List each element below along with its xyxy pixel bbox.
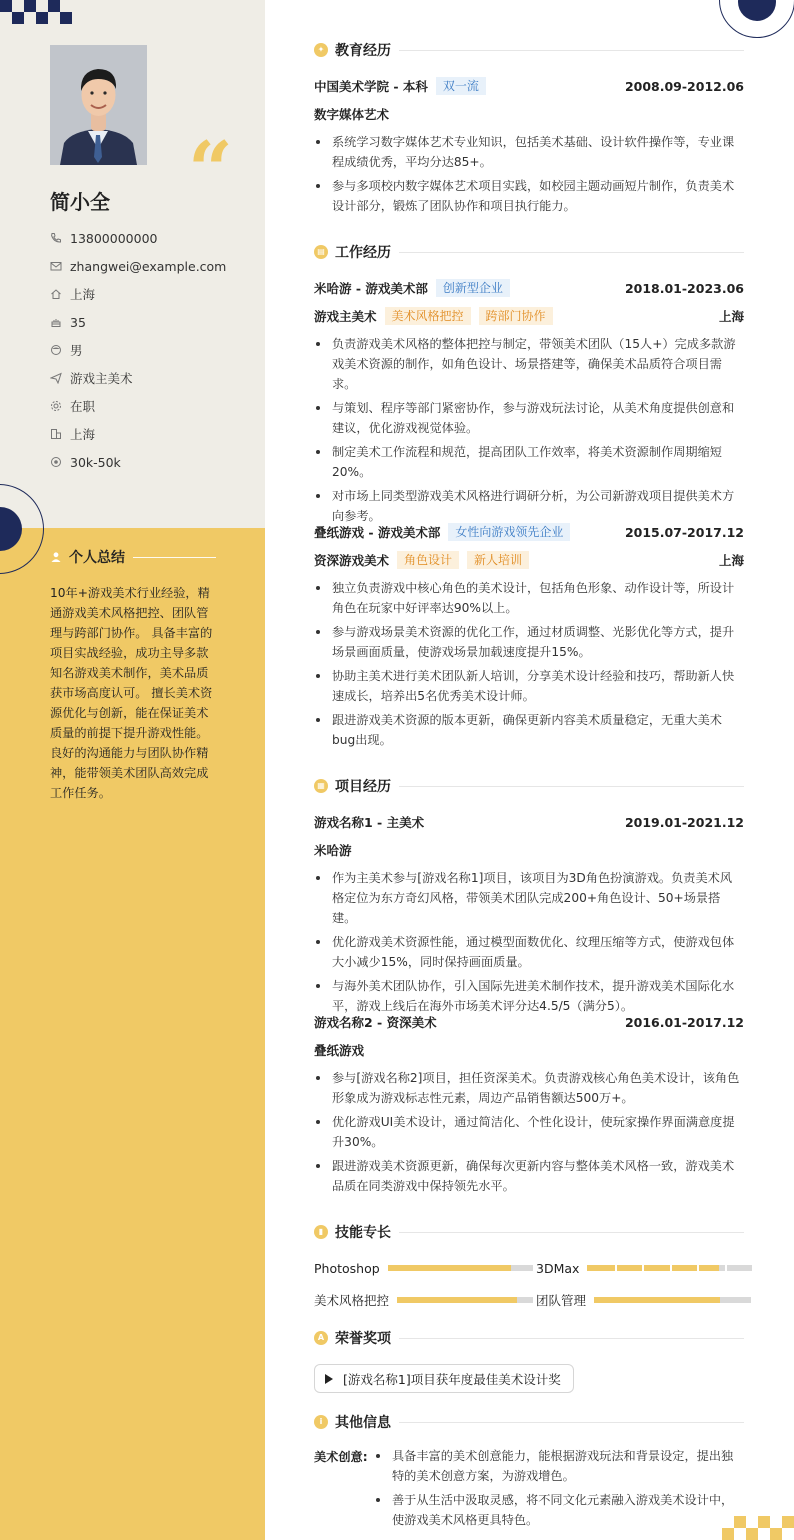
checker-decoration	[0, 0, 80, 26]
project-bullets	[314, 1068, 744, 1200]
role-tag: 美术风格把控	[385, 307, 471, 325]
list-item: 对市场上同类型游戏美术风格进行调研分析，为公司新游戏项目提供美术方向参考。	[314, 486, 744, 526]
skill-label: 团队管理	[536, 1293, 587, 1308]
job-period: 2015.07-2017.12	[624, 524, 744, 540]
info-phone	[50, 224, 226, 252]
skill-bar	[594, 1297, 751, 1303]
location-value: 上海	[70, 287, 96, 302]
role-tag: 跨部门协作	[479, 307, 553, 325]
other-title: 其他信息	[335, 1415, 391, 1431]
section-divider	[399, 50, 744, 51]
job-company-row	[314, 278, 744, 298]
projects-header	[314, 776, 744, 796]
list-item: 善于从生活中汲取灵感，将不同文化元素融入游戏美术设计中，使游戏美术风格更具特色。	[374, 1490, 744, 1530]
list-item: 系统学习数字媒体艺术专业知识，包括美术基础、设计软件操作等，专业课程成绩优秀，平均分达85+。	[314, 132, 744, 172]
section-divider	[399, 1232, 744, 1233]
other-info	[314, 1446, 744, 1534]
avatar	[50, 45, 147, 165]
info-location	[50, 280, 226, 308]
school-tag: 双一流	[436, 77, 486, 95]
work-header	[314, 242, 744, 262]
list-item: 与海外美术团队协作，引入国际先进美术制作技术，提升游戏美术国际化水平，游戏上线后在海外市场美术评分达4.5/5（满分5）。	[314, 976, 744, 1016]
project-company-row	[314, 840, 744, 860]
summary-text: 10年+游戏美术行业经验，精通游戏美术风格把控、团队管理与跨部门协作。 具备丰富的项目实战经验，成功主导多款知名游戏美术制作，美术品质获市场高度认可。 擅长美术资源优化与创新，能在保证美术质量的前提下提升游戏性能。 良好的沟通能力与团队协作精神，能带领美术团队高效完成工作任务。	[50, 586, 213, 800]
project-period: 2016.01-2017.12	[624, 1014, 744, 1030]
job-role: 资深游戏美术	[314, 553, 390, 568]
skill-bar-segment-divider	[642, 1265, 644, 1271]
skills-title: 技能专长	[335, 1225, 391, 1241]
other-header	[314, 1412, 744, 1432]
summary-header	[50, 547, 216, 567]
list-item: 优化游戏美术资源性能，通过模型面数优化、纹理压缩等方式，使游戏包体大小减少15%，同时保持画面质量。	[314, 932, 744, 972]
job-role-row	[314, 306, 744, 326]
list-item: 跟进游戏美术资源的版本更新，确保更新内容美术质量稳定，无重大美术bug出现。	[314, 710, 744, 750]
list-item: 参与[游戏名称2]项目，担任资深美术。负责游戏核心角色美术设计，该角色形象成为游戏标志性元素，周边产品销售额达500万+。	[314, 1068, 744, 1108]
phone-value: 13800000000	[70, 230, 158, 246]
skill-bar-fill	[594, 1297, 720, 1303]
list-item: 与策划、程序等部门紧密协作，参与游戏玩法讨论，从美术角度提供创意和建议，优化游戏视觉体验。	[314, 398, 744, 438]
honors-header	[314, 1328, 744, 1348]
skill-bar-fill	[397, 1297, 517, 1303]
summary-divider	[133, 557, 216, 558]
role-tag: 新人培训	[467, 551, 529, 569]
list-item: 跟进游戏美术资源更新，确保每次更新内容与整体美术风格一致，游戏美术品质在同类游戏中保持领先水平。	[314, 1156, 744, 1196]
list-item: 具备丰富的美术创意能力，能根据游戏玩法和背景设定，提出独特的美术创意方案，为游戏增色。	[374, 1446, 744, 1486]
list-item: 作为主美术参与[游戏名称1]项目，该项目为3D角色扮演游戏。负责美术风格定位为东方奇幻风格，带领美术团队完成200+角色设计、50+场景搭建。	[314, 868, 744, 928]
skill-bar	[587, 1265, 752, 1271]
company-tag: 创新型企业	[436, 279, 510, 297]
award-item[interactable]	[314, 1364, 574, 1393]
candidate-name: 简小全	[50, 190, 110, 214]
education-row	[314, 76, 744, 96]
cake-icon	[50, 316, 62, 328]
skill-team-management	[536, 1290, 751, 1310]
age-value: 35	[70, 314, 86, 330]
section-divider	[399, 1422, 744, 1423]
list-item: 制定美术工作流程和规范，提高团队工作效率，将美术资源制作周期缩短20%。	[314, 442, 744, 482]
skill-bar-fill	[587, 1265, 719, 1271]
skill-bar-segment-divider	[725, 1265, 727, 1271]
education-title: 教育经历	[335, 43, 391, 59]
skill-bar-fill	[388, 1265, 511, 1271]
skill-label: 美术风格把控	[314, 1293, 390, 1308]
list-item: 协助主美术进行美术团队新人培训，分享美术设计经验和技巧，帮助新人快速成长，培养出5名优秀美术设计师。	[314, 666, 744, 706]
project-company-row	[314, 1040, 744, 1060]
list-item: 参与游戏场景美术资源的优化工作，通过材质调整、光影优化等方式，提升场景画面质量，使游戏场景加载速度提升15%。	[314, 622, 744, 662]
info-status	[50, 392, 226, 420]
skill-label: Photoshop	[314, 1260, 380, 1276]
job-city: 上海	[718, 309, 744, 324]
person-icon	[50, 551, 62, 563]
company-name: 叠纸游戏 - 游戏美术部	[314, 525, 441, 540]
job-period: 2018.01-2023.06	[624, 280, 744, 296]
other-bullets	[374, 1446, 744, 1534]
project-company: 米哈游	[314, 843, 352, 858]
home-icon	[50, 288, 62, 300]
job-role-row	[314, 550, 744, 570]
project-name: 游戏名称2 - 资深美术	[314, 1015, 437, 1030]
quote-mark-icon: “	[188, 125, 225, 216]
list-item: 独立负责游戏中核心角色的美术设计，包括角色形象、动作设计等，所设计角色在玩家中好评率达90%以上。	[314, 578, 744, 618]
skills-header	[314, 1222, 744, 1242]
gender-value: 男	[70, 343, 83, 358]
info-email	[50, 252, 226, 280]
work-title: 工作经历	[335, 245, 391, 261]
major-row	[314, 104, 744, 124]
gear-icon	[50, 400, 62, 412]
list-item: 负责游戏美术风格的整体把控与制定，带领美术团队（15人+）完成多款游戏美术资源的制作，如角色设计、场景搭建等，确保美术品质符合项目需求。	[314, 334, 744, 394]
gender-icon	[50, 344, 62, 356]
building-icon	[50, 428, 62, 440]
skill-bar-segment-divider	[615, 1265, 617, 1271]
education-bullets	[314, 132, 744, 220]
skill-3dmax	[536, 1258, 752, 1278]
project-row	[314, 812, 744, 832]
play-triangle-icon	[325, 1374, 333, 1384]
position-value: 游戏主美术	[70, 371, 133, 386]
skill-art-style	[314, 1290, 533, 1310]
project-bullets	[314, 868, 744, 1020]
company-tag: 女性向游戏领先企业	[448, 523, 570, 541]
status-value: 在职	[70, 399, 96, 414]
section-divider	[399, 252, 744, 253]
email-value: zhangwei@example.com	[70, 258, 227, 274]
info-gender	[50, 336, 226, 364]
job-city: 上海	[718, 553, 744, 568]
project-row	[314, 1012, 744, 1032]
job-bullets	[314, 334, 744, 530]
education-period: 2008.09-2012.06	[624, 78, 744, 94]
info-target-city	[50, 420, 226, 448]
school-name: 中国美术学院 - 本科	[314, 79, 428, 94]
project-period: 2019.01-2021.12	[624, 814, 744, 830]
mail-icon	[50, 260, 62, 272]
project-company: 叠纸游戏	[314, 1043, 365, 1058]
send-icon	[50, 372, 62, 384]
job-bullets	[314, 578, 744, 754]
role-tag: 角色设计	[397, 551, 459, 569]
education-header	[314, 40, 744, 60]
summary-title: 个人总结	[69, 550, 125, 566]
award-label: [游戏名称1]项目获年度最佳美术设计奖	[343, 1371, 561, 1387]
salary-value: 30k-50k	[70, 454, 121, 470]
phone-icon	[50, 232, 62, 244]
list-item: 参与多项校内数字媒体艺术项目实践，如校园主题动画短片制作，负责美术设计部分，锻炼了团队协作和项目执行能力。	[314, 176, 744, 216]
skill-bar	[397, 1297, 533, 1303]
other-label: 美术创意:	[314, 1450, 368, 1464]
company-name: 米哈游 - 游戏美术部	[314, 281, 428, 296]
list-item: 优化游戏UI美术设计，通过简洁化、个性化设计，使玩家操作界面满意度提升30%。	[314, 1112, 744, 1152]
project-name: 游戏名称1 - 主美术	[314, 815, 425, 830]
skill-label: 3DMax	[536, 1260, 580, 1276]
info-icon: i	[314, 1415, 328, 1429]
skill-bar-segment-divider	[670, 1265, 672, 1271]
grid-icon: ▦	[314, 779, 328, 793]
skill-bar	[388, 1265, 533, 1271]
info-age	[50, 308, 226, 336]
chart-icon: ▮	[314, 1225, 328, 1239]
projects-title: 项目经历	[335, 779, 391, 795]
target-icon	[50, 456, 62, 468]
info-salary	[50, 448, 226, 476]
skill-photoshop	[314, 1258, 533, 1278]
info-position	[50, 364, 226, 392]
target-city-value: 上海	[70, 427, 96, 442]
major-name: 数字媒体艺术	[314, 107, 390, 122]
honors-title: 荣誉奖项	[335, 1331, 391, 1347]
job-role: 游戏主美术	[314, 309, 377, 324]
section-divider	[399, 786, 744, 787]
contact-info-list	[50, 224, 226, 476]
skill-bar-segment-divider	[697, 1265, 699, 1271]
job-company-row	[314, 522, 744, 542]
section-divider	[399, 1338, 744, 1339]
briefcase-icon: ▤	[314, 245, 328, 259]
graduation-cap-icon: ✦	[314, 43, 328, 57]
sidebar	[0, 0, 265, 1540]
award-icon: A	[314, 1331, 328, 1345]
